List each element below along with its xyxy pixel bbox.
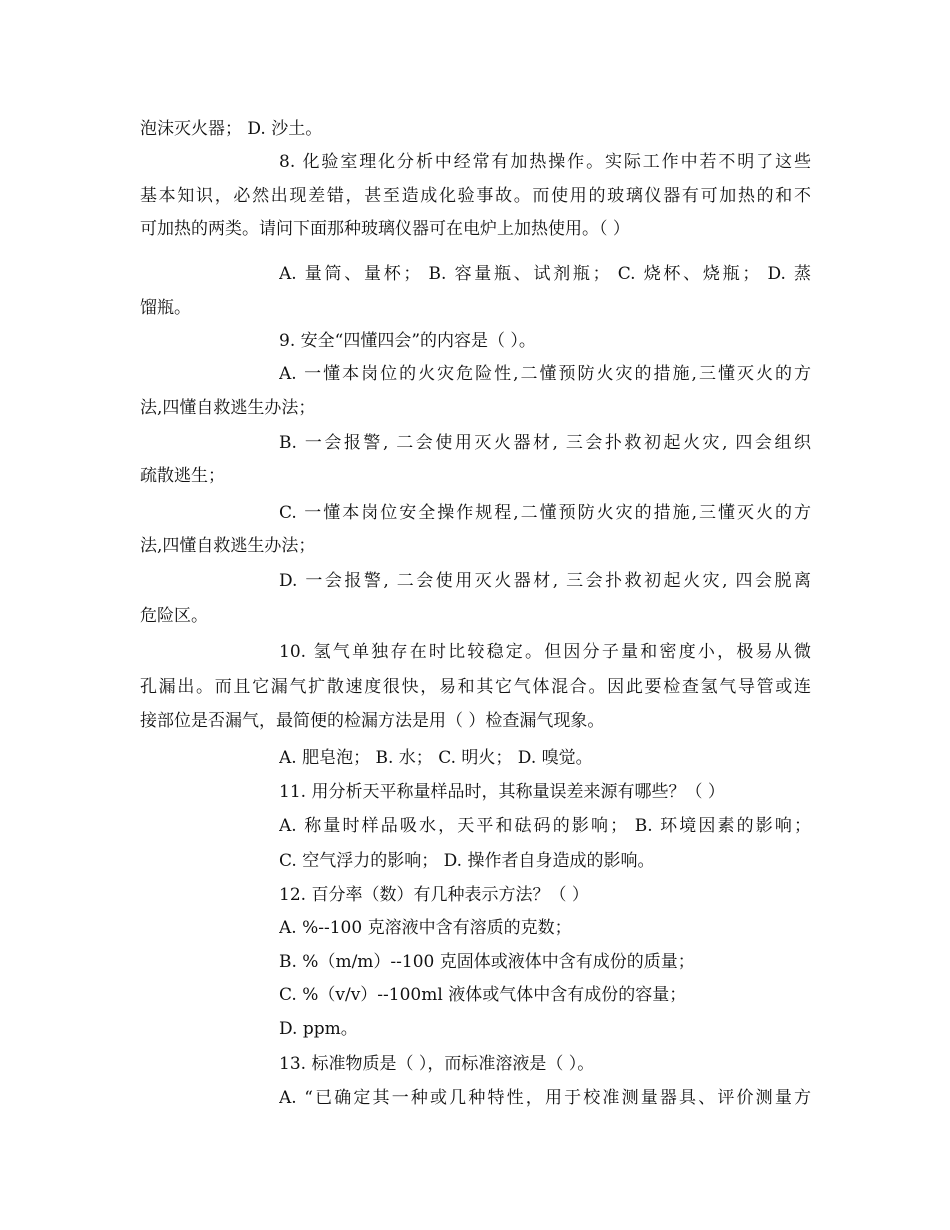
text-line: 可加热的两类。请问下面那种玻璃仪器可在电炉上加热使用。（ ） — [140, 219, 630, 239]
question-13-stem: 13. 标准物质是（ ），而标准溶液是（ ）。 — [279, 1054, 595, 1074]
question-11-stem: 11. 用分析天平称量样品时，其称量误差来源有哪些？（ ） — [279, 782, 725, 802]
text-line: 法,四懂自救逃生办法； — [140, 536, 316, 556]
text-line: 孔漏出。而且它漏气扩散速度很快，易和其它气体混合。因此要检查氢气导管或连 — [140, 677, 811, 697]
question-12-option-c: C. %（v/v）--100ml 液体或气体中含有成份的容量； — [279, 985, 687, 1005]
question-12-option-a: A. %--100 克溶液中含有溶质的克数； — [279, 918, 572, 938]
text-line: 接部位是否漏气，最简便的检漏方法是用（ ）检查漏气现象。 — [140, 711, 605, 731]
text-line: 危险区。 — [140, 606, 208, 626]
question-11-options-ab: A. 称量时样品吸水，天平和砝码的影响； B. 环境因素的影响； — [279, 816, 811, 836]
question-13-option-a: A. “已确定其一种或几种特性，用于校准测量器具、评价测量方 — [279, 1088, 811, 1108]
question-10-stem: 10. 氢气单独存在时比较稳定。但因分子量和密度小，极易从微 — [279, 642, 811, 662]
question-9-option-c: C. 一懂本岗位安全操作规程,二懂预防火灾的措施,三懂灭火的方 — [279, 503, 811, 523]
question-8-stem: 8. 化验室理化分析中经常有加热操作。实际工作中若不明了这些 — [279, 152, 811, 172]
text-line: 法,四懂自救逃生办法； — [140, 398, 316, 418]
question-9-stem: 9. 安全“四懂四会”的内容是（ ）。 — [279, 331, 536, 351]
question-12-option-d: D. ppm。 — [279, 1019, 358, 1039]
question-11-options-cd: C. 空气浮力的影响； D. 操作者自身造成的影响。 — [279, 851, 655, 871]
question-12-stem: 12. 百分率（数）有几种表示方法？（ ） — [279, 885, 589, 905]
question-10-options: A. 肥皂泡； B. 水； C. 明火； D. 嗅觉。 — [279, 748, 593, 768]
text-line: 基本知识，必然出现差错，甚至造成化验事故。而使用的玻璃仪器有可加热的和不 — [140, 186, 811, 206]
text-line: 疏散逃生； — [140, 466, 225, 486]
question-9-option-b: B. 一会报警, 二会使用灭火器材, 三会扑救初起火灾, 四会组织 — [279, 433, 811, 453]
text-line: 泡沫灭火器； D. 沙土。 — [140, 119, 323, 139]
question-9-option-d: D. 一会报警, 二会使用灭火器材, 三会扑救初起火灾, 四会脱离 — [279, 571, 811, 591]
text-line: 馏瓶。 — [140, 298, 191, 318]
question-9-option-a: A. 一懂本岗位的火灾危险性,二懂预防火灾的措施,三懂灭火的方 — [279, 364, 811, 384]
question-12-option-b: B. %（m/m）--100 克固体或液体中含有成份的质量； — [279, 952, 695, 972]
question-8-options: A. 量筒、量杯； B. 容量瓶、试剂瓶； C. 烧杯、烧瓶； D. 蒸 — [279, 264, 811, 284]
